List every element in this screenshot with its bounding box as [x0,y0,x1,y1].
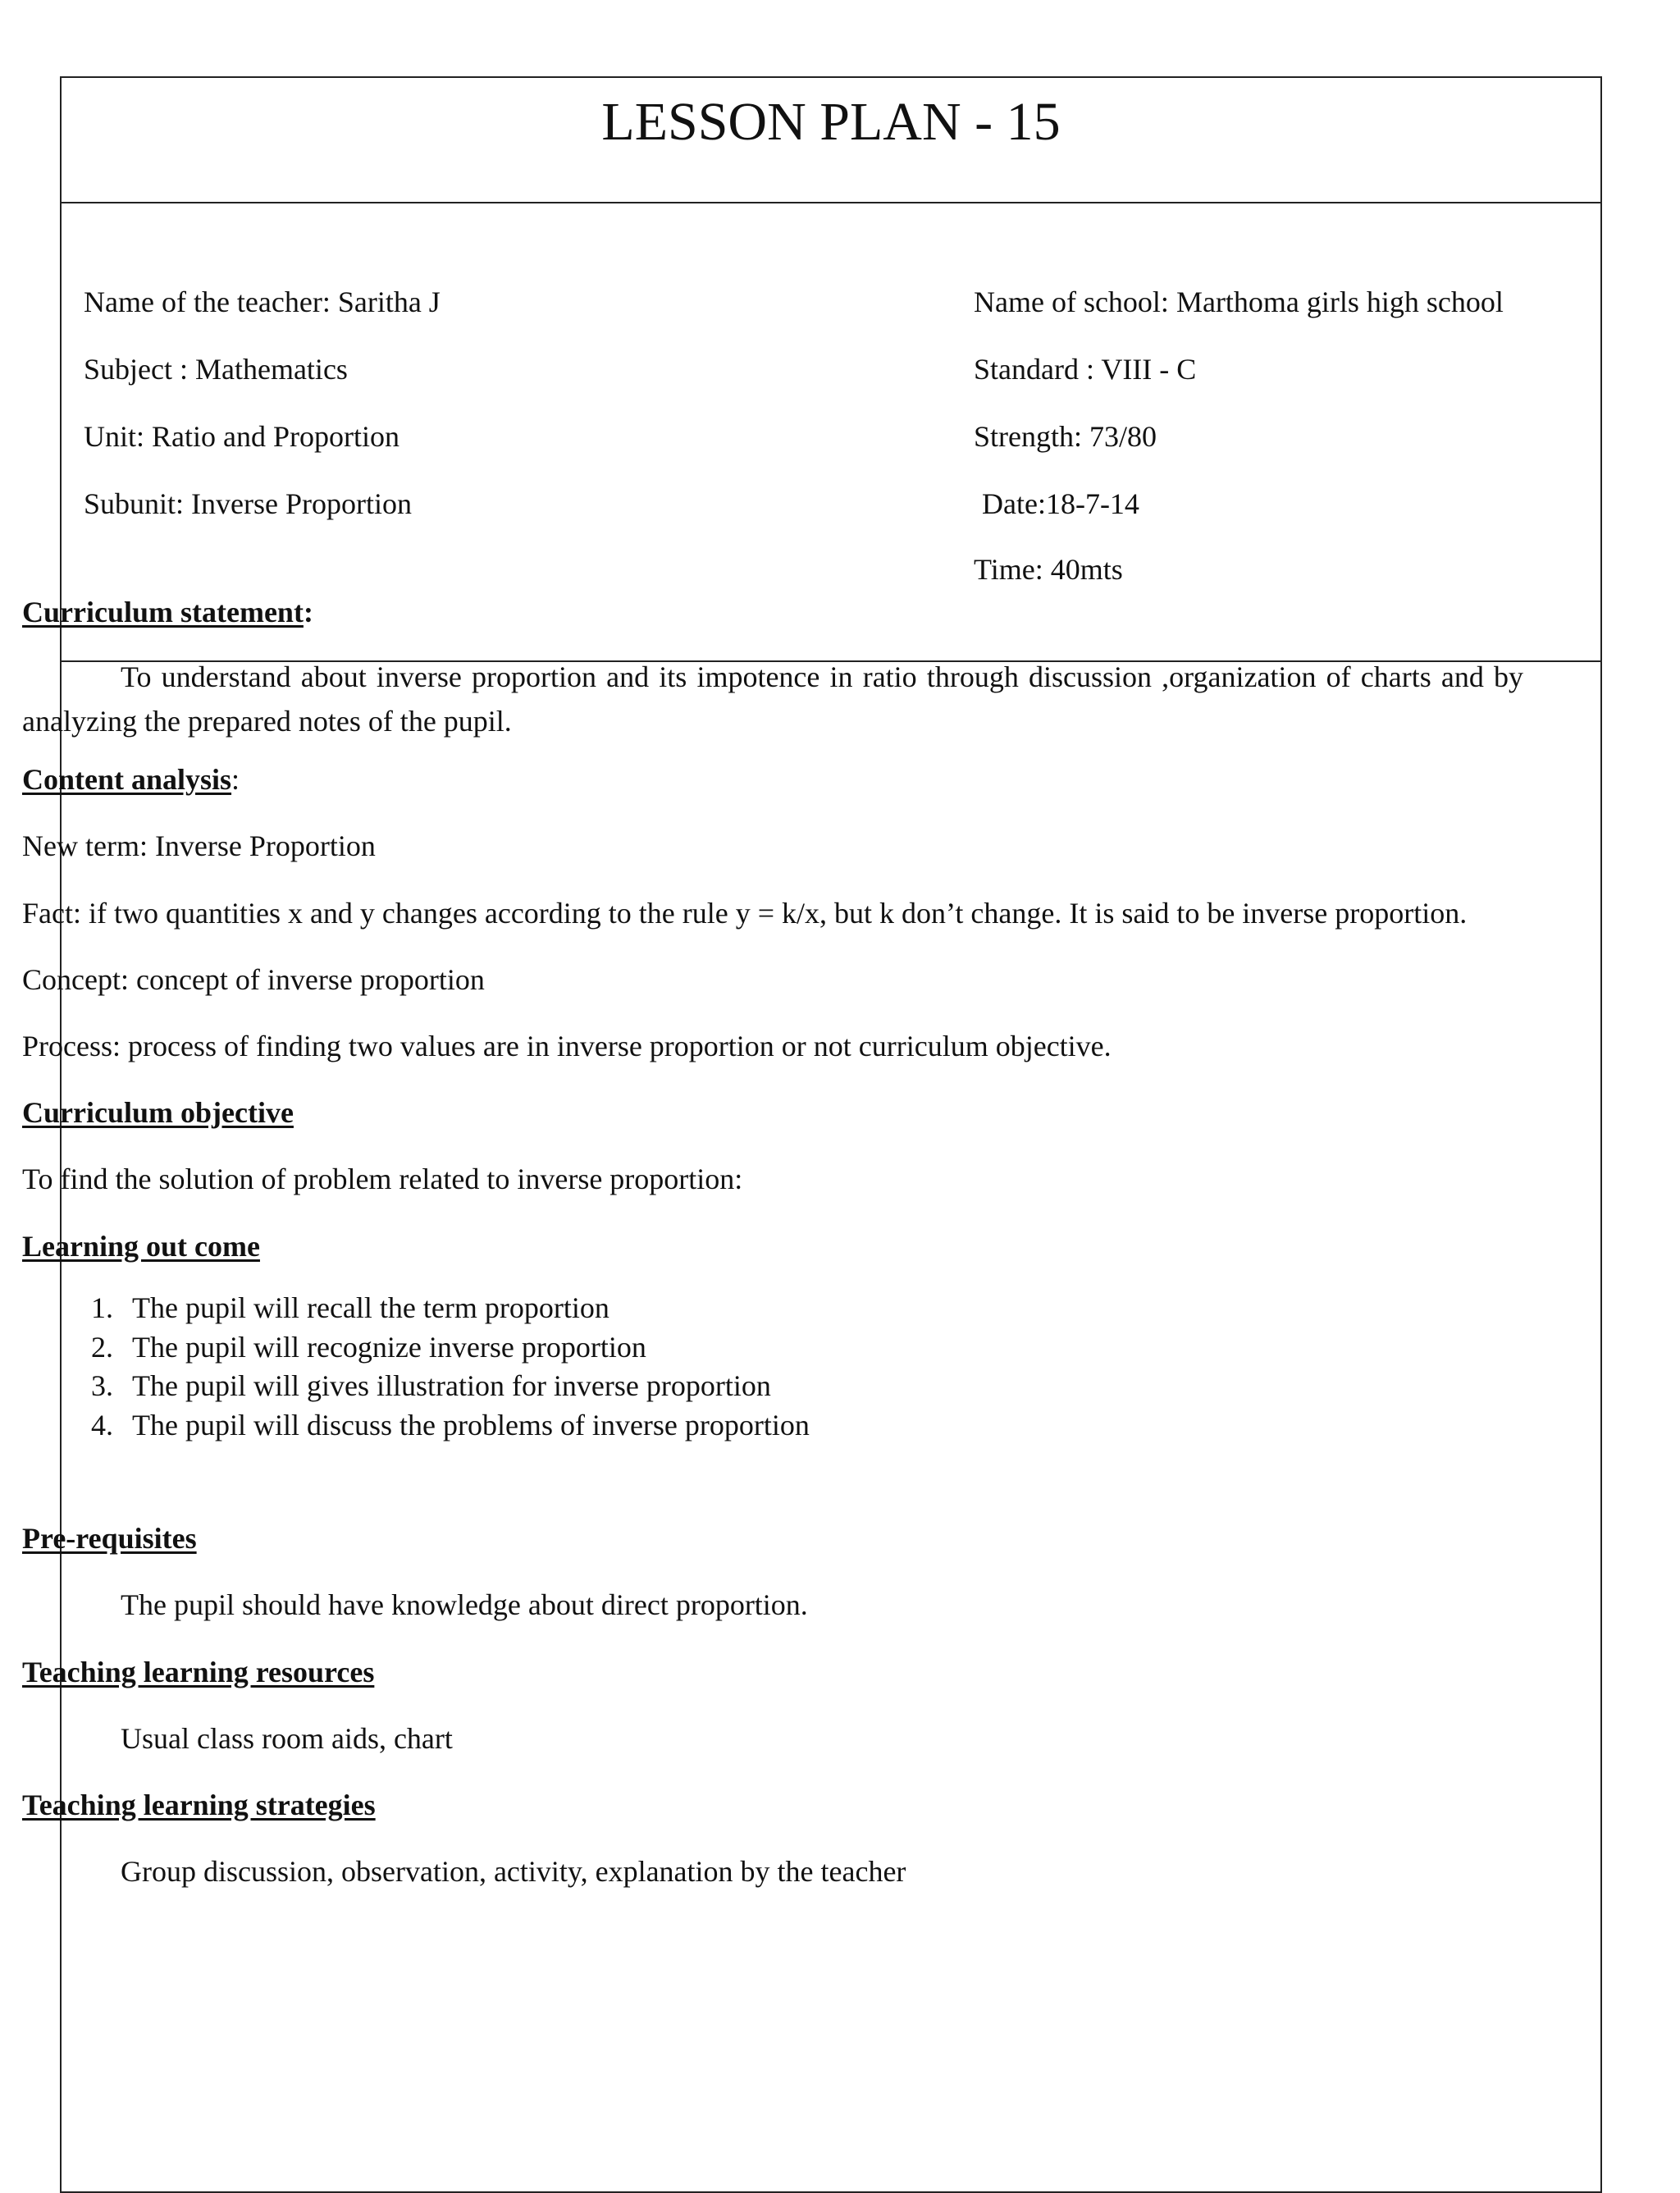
fact: Fact: if two quantities x and y changes according to the rule y = k/x, but k don’t change. It is said to be inverse proportion. [22,896,1468,930]
content-analysis-colon: : [231,763,240,797]
curriculum-objective-heading: Curriculum objective [22,1096,294,1130]
list-item: 3. The pupil will gives illustration for inverse proportion [121,1367,1523,1406]
content-analysis-heading: Content analysis [22,763,232,797]
prerequisites-text: The pupil should have knowledge about direct proportion. [121,1588,808,1622]
learning-outcome-heading: Learning out come [22,1229,260,1263]
curriculum-statement-heading: Curriculum statement [22,596,304,628]
info-section [62,203,1600,662]
curriculum-statement-colon: : [303,596,313,628]
curriculum-statement-heading-line [22,595,1523,630]
teacher-name: Name of the teacher: Saritha J [84,286,441,318]
list-item: 4. The pupil will discuss the problems of inverse proportion [121,1406,1523,1446]
concept: Concept: concept of inverse proportion [22,962,485,996]
curriculum-objective-text: To find the solution of problem related to inverse proportion: [22,1163,743,1196]
resources-heading: Teaching learning resources [22,1655,375,1688]
date: Date:18-7-14 [982,487,1139,520]
resources-heading-line [22,1655,1523,1690]
subject: Subject : Mathematics [84,353,348,386]
new-term: New term: Inverse Proportion [22,829,376,863]
standard: Standard : VIII - C [974,353,1197,386]
list-item: 1. The pupil will recall the term proportion [121,1289,1523,1328]
process: Process: process of finding two values are in inverse proportion or not curriculum objective. [22,1029,1112,1062]
learning-outcome-list [22,1289,1523,1446]
curriculum-objective-heading-line [22,1095,1523,1131]
strategies-heading: Teaching learning strategies [22,1788,376,1821]
subunit: Subunit: Inverse Proportion [84,487,412,520]
prerequisites-heading-line [22,1521,1523,1556]
time: Time: 40mts [974,553,1123,586]
title-row [62,78,1600,203]
strategies-text: Group discussion, observation, activity, explanation by the teacher [121,1855,906,1889]
learning-outcome-heading-line [22,1229,1523,1264]
strength: Strength: 73/80 [974,420,1157,453]
content-analysis-heading-line [22,762,1523,797]
resources-text: Usual class room aids, chart [121,1721,453,1755]
school-name: Name of school: Marthoma girls high school [974,286,1504,318]
page-title: LESSON PLAN - 15 [601,92,1061,152]
list-item: 2. The pupil will recognize inverse proportion [121,1328,1523,1368]
curriculum-statement-text: To understand about inverse proportion and its impotence in ratio through discussion ,organization of charts and by analyzing the prepared notes of the pupil. [22,660,1523,738]
strategies-heading-line [22,1788,1523,1823]
prerequisites-heading: Pre-requisites [22,1522,197,1556]
lesson-content [22,595,1523,1889]
unit: Unit: Ratio and Proportion [84,420,399,453]
